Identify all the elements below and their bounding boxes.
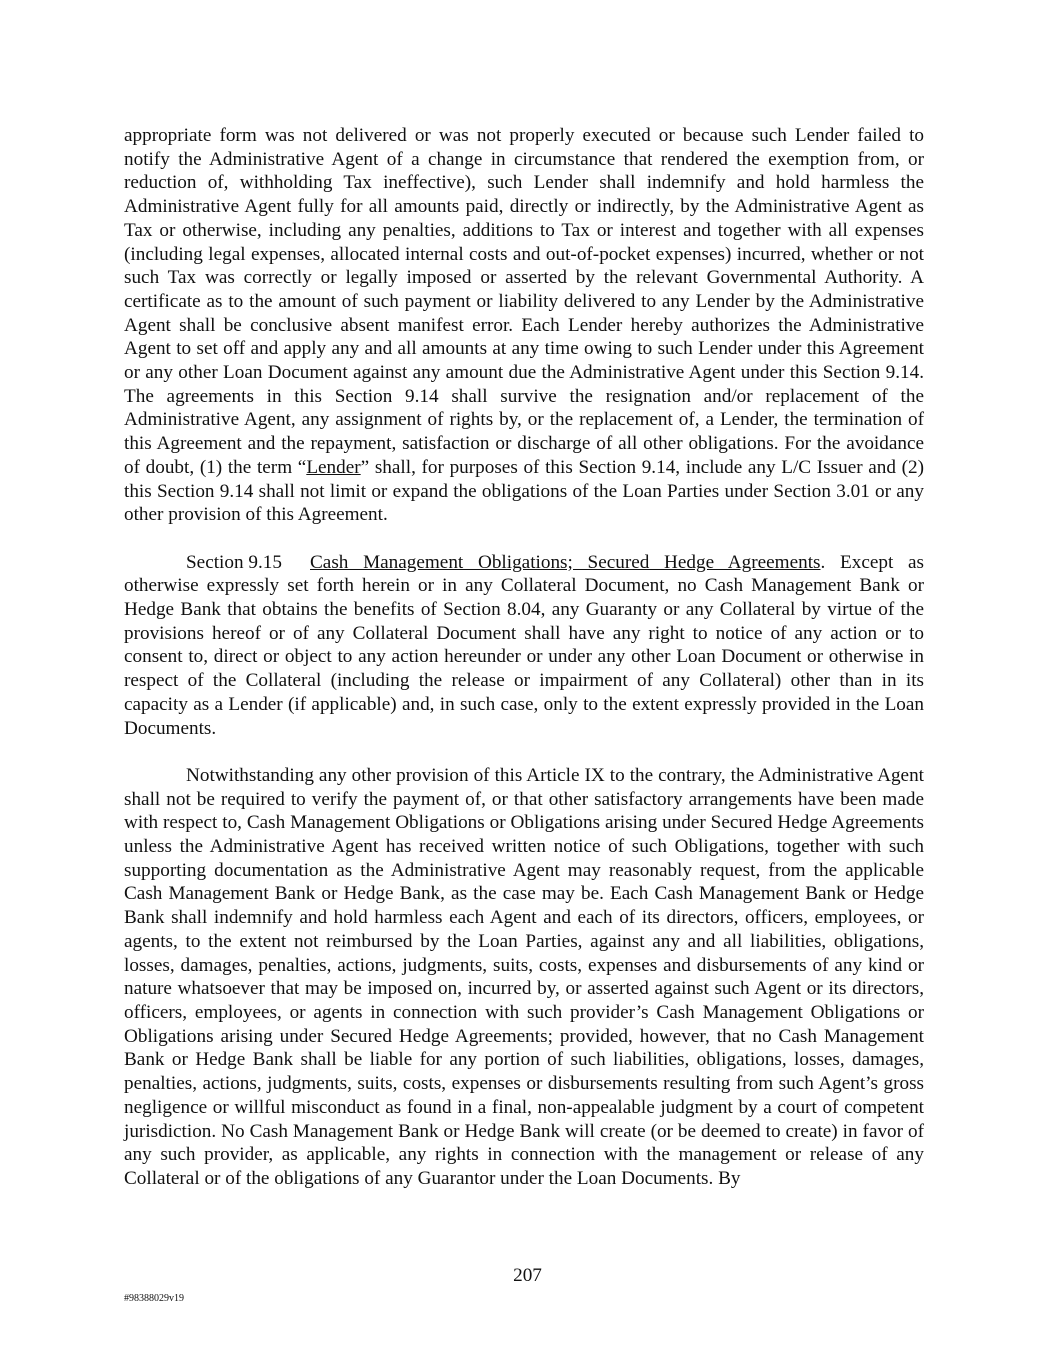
paragraph-section-9-15 [124,551,924,741]
document-id: #98388029v19 [124,1293,184,1304]
paragraph-text: . Except as otherwise expressly set forth herein or in any Collateral Document, no Cash Management Bank or Hedge Bank that obtains the benefits of Section 8.04, any Guaranty or any Collateral by virtue of the provisions hereof or of any Collateral Document shall have any right to notice of any action or to consent to, direct or object to any action hereunder or under any other Loan Document or otherwise in respect of the Collateral (including the release or impairment of any Collateral) other than in its capacity as a Lender (if applicable) and, in such case, only to the extent expressly provided in the Loan Documents. [124,551,924,739]
paragraph-text: appropriate form was not delivered or was not properly executed or because such Lender failed to notify the Administrative Agent of a change in circumstance that rendered the exemption from, or reduction of, withholding Tax ineffective), such Lender shall indemnify and hold harmless the Administrative Agent fully for all amounts paid, directly or indirectly, by the Administrative Agent as Tax or otherwise, including any penalties, additions to Tax or interest and together with all expenses (including legal expenses, allocated internal costs and out-of-pocket expenses) incurred, whether or not such Tax was correctly or legally imposed or asserted by the relevant Governmental Authority. A certificate as to the amount of such payment or liability delivered to any Lender by the Administrative Agent shall be conclusive absent manifest error. Each Lender hereby authorizes the Administrative Agent to set off and apply any and all amounts at any time owing to such Lender under this Agreement or any other Loan Document against any amount due the Administrative Agent under this Section 9.14. The agreements in this Section 9.14 shall survive the resignation and/or replacement of the Administrative Agent, any assignment of rights by, or the replacement of, a Lender, the termination of this Agreement and the repayment, satisfaction or discharge of all other obligations. For the avoidance of doubt, (1) the term “ [124,125,924,478]
paragraph-section-9-14-continued [124,124,924,527]
paragraph-spacer [124,740,924,764]
paragraph-text: ” shall, for purposes of this Section 9.14, include any L/C Issuer and (2) this Section 9.14 shall not limit or expand the obligations of the Loan Parties under Section 3.01 or any other provision of this Agreement. [124,456,925,526]
defined-term-lender: Lender [306,456,361,478]
paragraph-notwithstanding: Notwithstanding any other provision of this Article IX to the contrary, the Administrative Agent shall not be required to verify the payment of, or that other satisfactory arrangements have been made with respect to, Cash Management Obligations or Obligations arising under Secured Hedge Agreements unless the Administrative Agent has received written notice of such Obligations, together with such supporting documentation as the Administrative Agent may reasonably request, from the applicable Cash Management Bank or Hedge Bank, as the case may be. Each Cash Management Bank or Hedge Bank shall indemnify and hold harmless each Agent and each of its directors, officers, employees, or agents, to the extent not reimbursed by the Loan Parties, against any and all liabilities, obligations, losses, damages, penalties, actions, judgments, suits, costs, expenses and disbursements of any kind or nature whatsoever that may be imposed on, incurred by, or asserted against such Agent or its directors, officers, employees, or agents in connection with such provider’s Cash Management Obligations or Obligations arising under Secured Hedge Agreements; provided, however, that no Cash Management Bank or Hedge Bank shall be liable for any portion of such liabilities, obligations, losses, damages, penalties, actions, judgments, suits, costs, expenses or disbursements resulting from such Agent’s gross negligence or willful misconduct as found in a final, non-appealable judgment by a court of competent jurisdiction. No Cash Management Bank or Hedge Bank will create (or be deemed to create) in favor of any such provider, as applicable, any rights in connection with the management or release of any Collateral or of the obligations of any Guarantor under the Loan Documents. By [124,764,924,1189]
page-number: 207 [513,1265,542,1286]
document-page [124,124,924,1191]
paragraph-spacer [124,527,924,551]
section-number: Section 9.15 [186,551,282,573]
section-heading: Cash Management Obligations; Secured Hedge Agreements [310,551,821,573]
